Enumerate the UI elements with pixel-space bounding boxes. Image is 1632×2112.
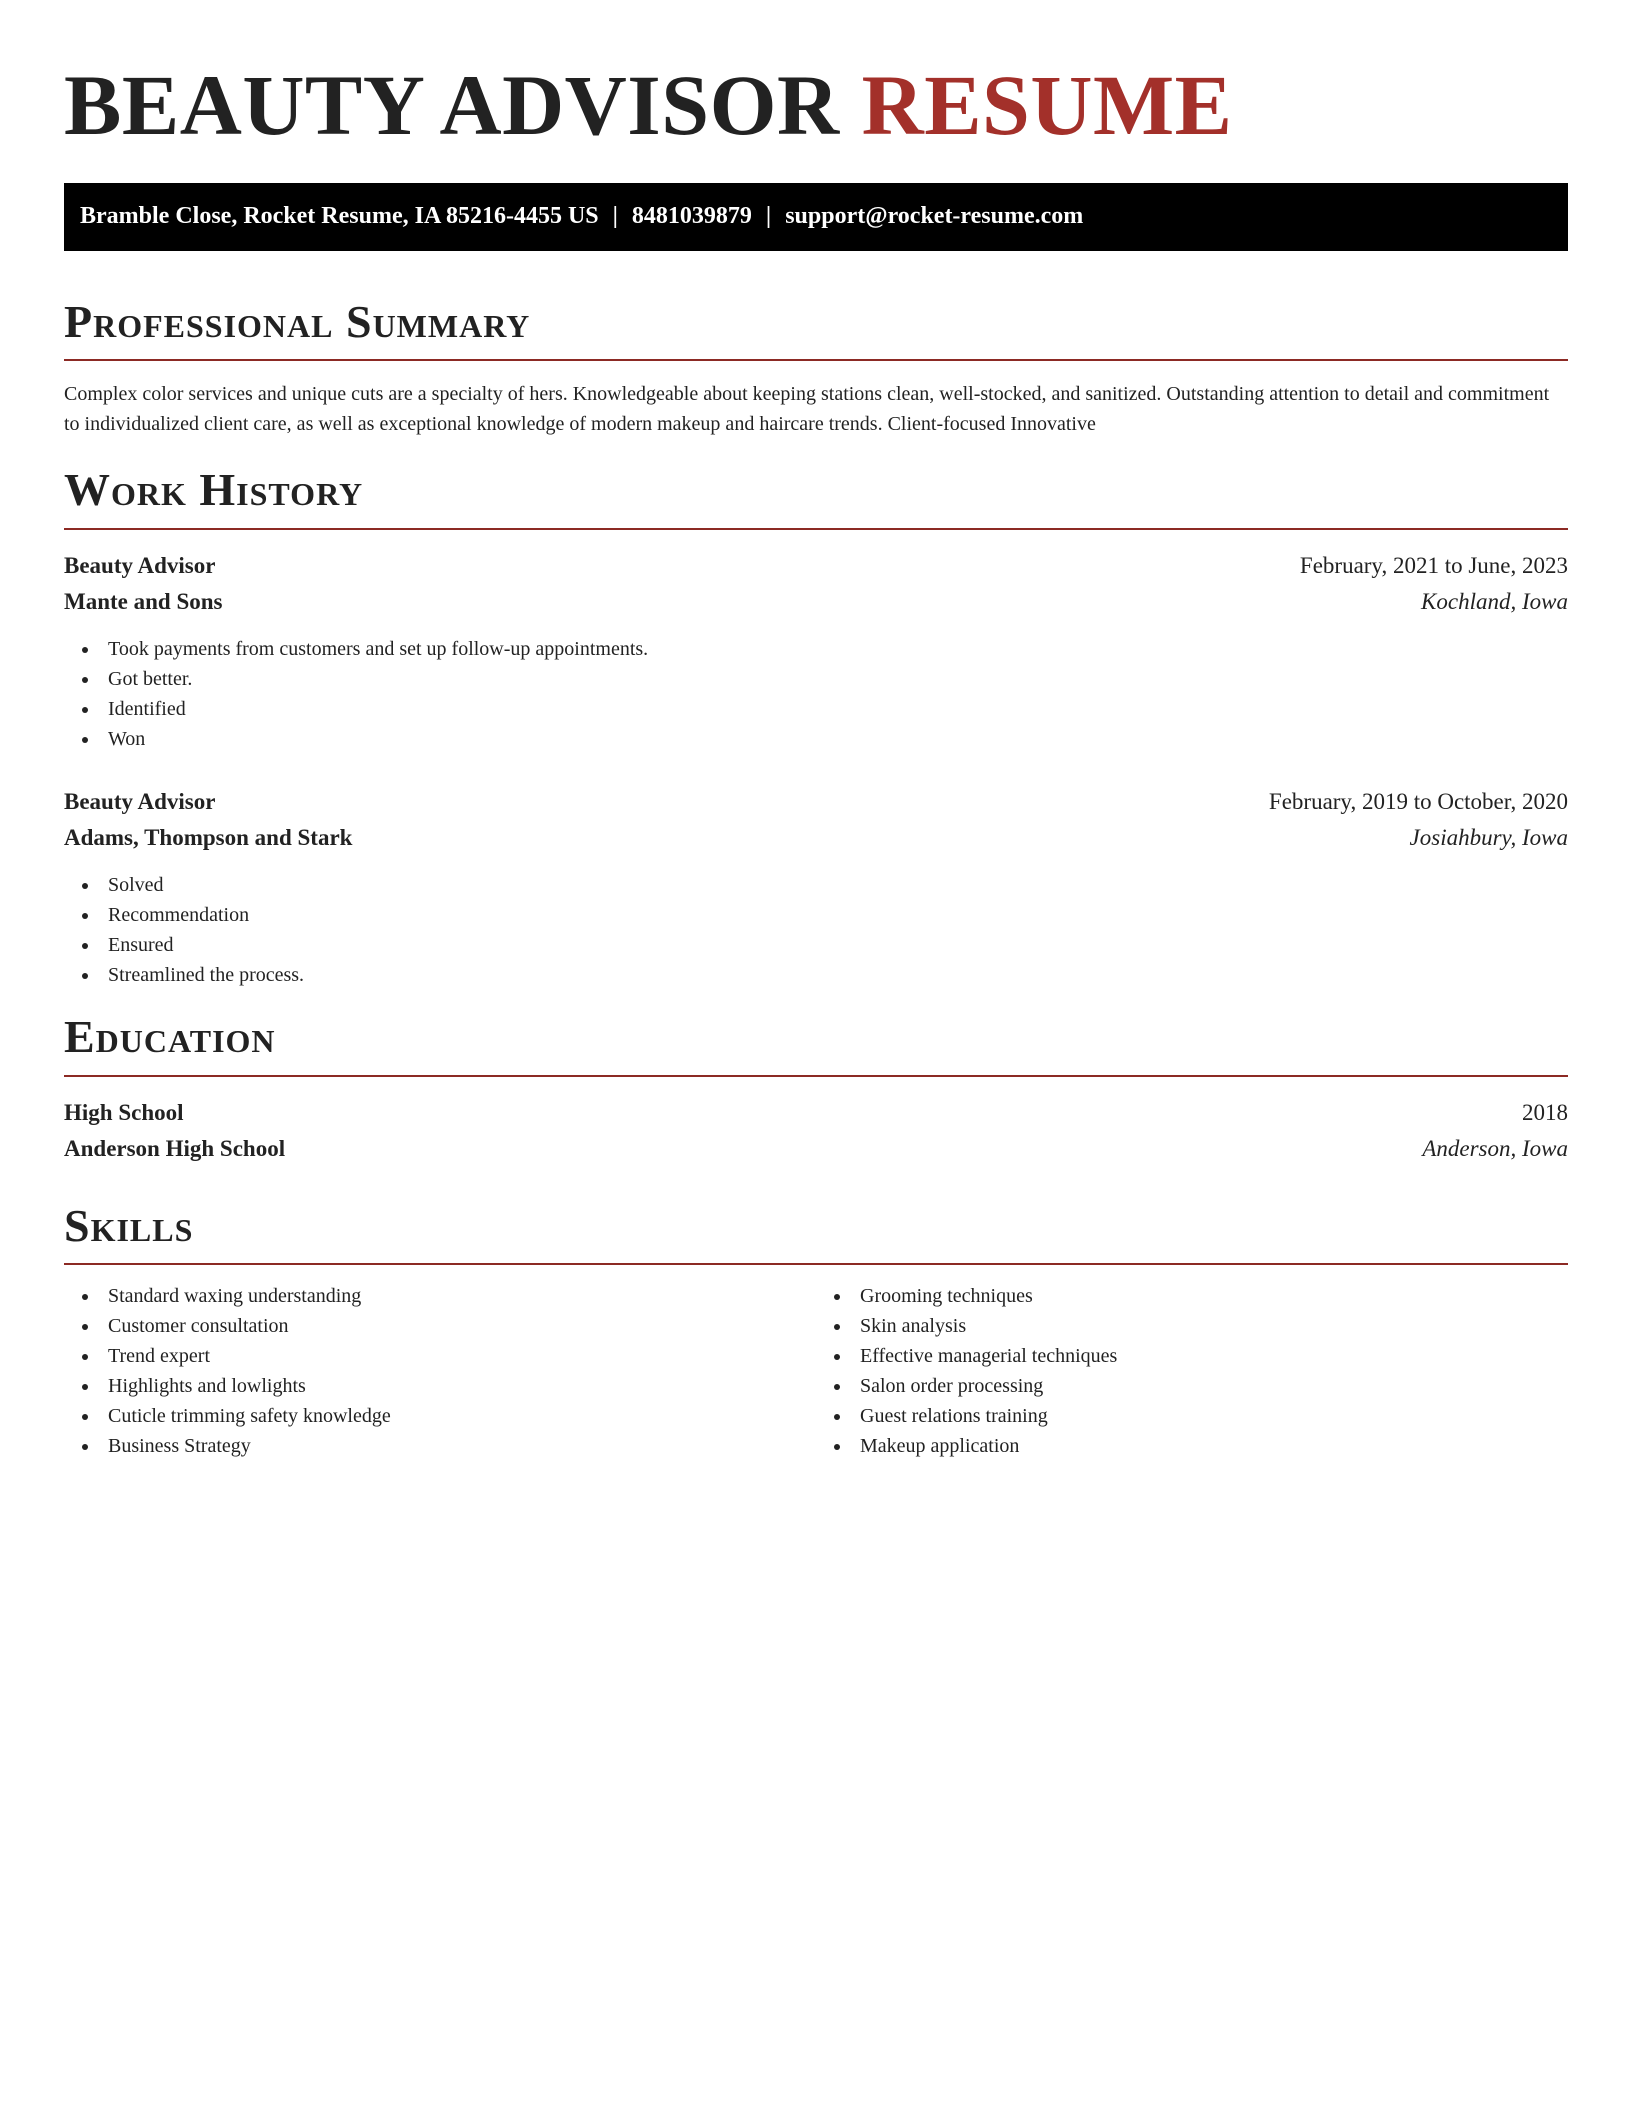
job-company: Mante and Sons xyxy=(64,589,223,615)
job-title: Beauty Advisor xyxy=(64,789,216,815)
job-bullet: Won xyxy=(80,724,1568,754)
skill-item: Business Strategy xyxy=(80,1431,816,1461)
education-year: 2018 xyxy=(1522,1099,1568,1125)
work-history-section xyxy=(64,465,1568,990)
skill-item: Salon order processing xyxy=(832,1371,1568,1401)
education-entry xyxy=(64,1095,1568,1167)
job-bullet: Took payments from customers and set up follow-up appointments. xyxy=(80,634,1568,664)
skill-item: Guest relations training xyxy=(832,1401,1568,1431)
job-bullet: Recommendation xyxy=(80,900,1568,930)
skill-item: Grooming techniques xyxy=(832,1281,1568,1311)
summary-section xyxy=(64,297,1568,440)
job-bullet: Solved xyxy=(80,870,1568,900)
job-entry xyxy=(64,784,1568,990)
job-bullet: Ensured xyxy=(80,930,1568,960)
contact-bar xyxy=(64,183,1568,251)
title-main: BEAUTY ADVISOR xyxy=(64,57,840,153)
skills-list-right xyxy=(816,1281,1568,1461)
skills-grid xyxy=(64,1281,1568,1461)
job-bullets xyxy=(64,870,1568,990)
skill-item: Skin analysis xyxy=(832,1311,1568,1341)
job-title-row xyxy=(64,784,1568,820)
contact-address: Bramble Close, Rocket Resume, IA 85216-4455 US xyxy=(80,203,599,230)
job-company-row xyxy=(64,820,1568,856)
summary-text: Complex color services and unique cuts are a specialty of hers. Knowledgeable about keeping stations clean, well-stocked, and sanitized. Outstanding attention to detail and commitment to individualized client care, as well as exceptional knowledge of modern makeup and haircare trends. Client-focused Innovative xyxy=(64,383,1550,436)
job-title-row xyxy=(64,548,1568,584)
education-degree: High School xyxy=(64,1099,184,1125)
job-dates: February, 2019 to October, 2020 xyxy=(1268,789,1568,815)
education-heading: Education xyxy=(64,1012,1568,1077)
skill-item: Standard waxing understanding xyxy=(80,1281,816,1311)
work-history-heading: Work History xyxy=(64,465,1568,530)
contact-separator: | xyxy=(612,203,618,230)
job-dates: February, 2021 to June, 2023 xyxy=(1299,553,1568,579)
skills-section xyxy=(64,1201,1568,1462)
skill-item: Makeup application xyxy=(832,1431,1568,1461)
skill-item: Customer consultation xyxy=(80,1311,816,1341)
resume-title xyxy=(64,56,1568,155)
summary-heading: Professional Summary xyxy=(64,297,1568,362)
skill-item: Cuticle trimming safety knowledge xyxy=(80,1401,816,1431)
job-bullets xyxy=(64,634,1568,754)
title-accent: RESUME xyxy=(861,57,1233,153)
job-bullet: Streamlined the process. xyxy=(80,960,1568,990)
skill-item: Effective managerial techniques xyxy=(832,1341,1568,1371)
skills-list-left xyxy=(64,1281,816,1461)
education-degree-row xyxy=(64,1095,1568,1131)
education-school: Anderson High School xyxy=(64,1135,286,1161)
contact-email: support@rocket-resume.com xyxy=(785,203,1084,230)
skills-heading: Skills xyxy=(64,1201,1568,1266)
skill-item: Trend expert xyxy=(80,1341,816,1371)
education-location: Anderson, Iowa xyxy=(1422,1135,1568,1161)
job-company: Adams, Thompson and Stark xyxy=(64,825,353,851)
job-company-row xyxy=(64,584,1568,620)
contact-phone: 8481039879 xyxy=(631,203,752,230)
education-section xyxy=(64,1012,1568,1167)
skill-item: Highlights and lowlights xyxy=(80,1371,816,1401)
education-school-row xyxy=(64,1131,1568,1167)
job-location: Josiahbury, Iowa xyxy=(1409,825,1568,851)
job-bullet: Got better. xyxy=(80,664,1568,694)
job-bullet: Identified xyxy=(80,694,1568,724)
job-entry xyxy=(64,548,1568,754)
job-title: Beauty Advisor xyxy=(64,553,216,579)
job-location: Kochland, Iowa xyxy=(1421,589,1568,615)
contact-separator: | xyxy=(765,203,772,230)
